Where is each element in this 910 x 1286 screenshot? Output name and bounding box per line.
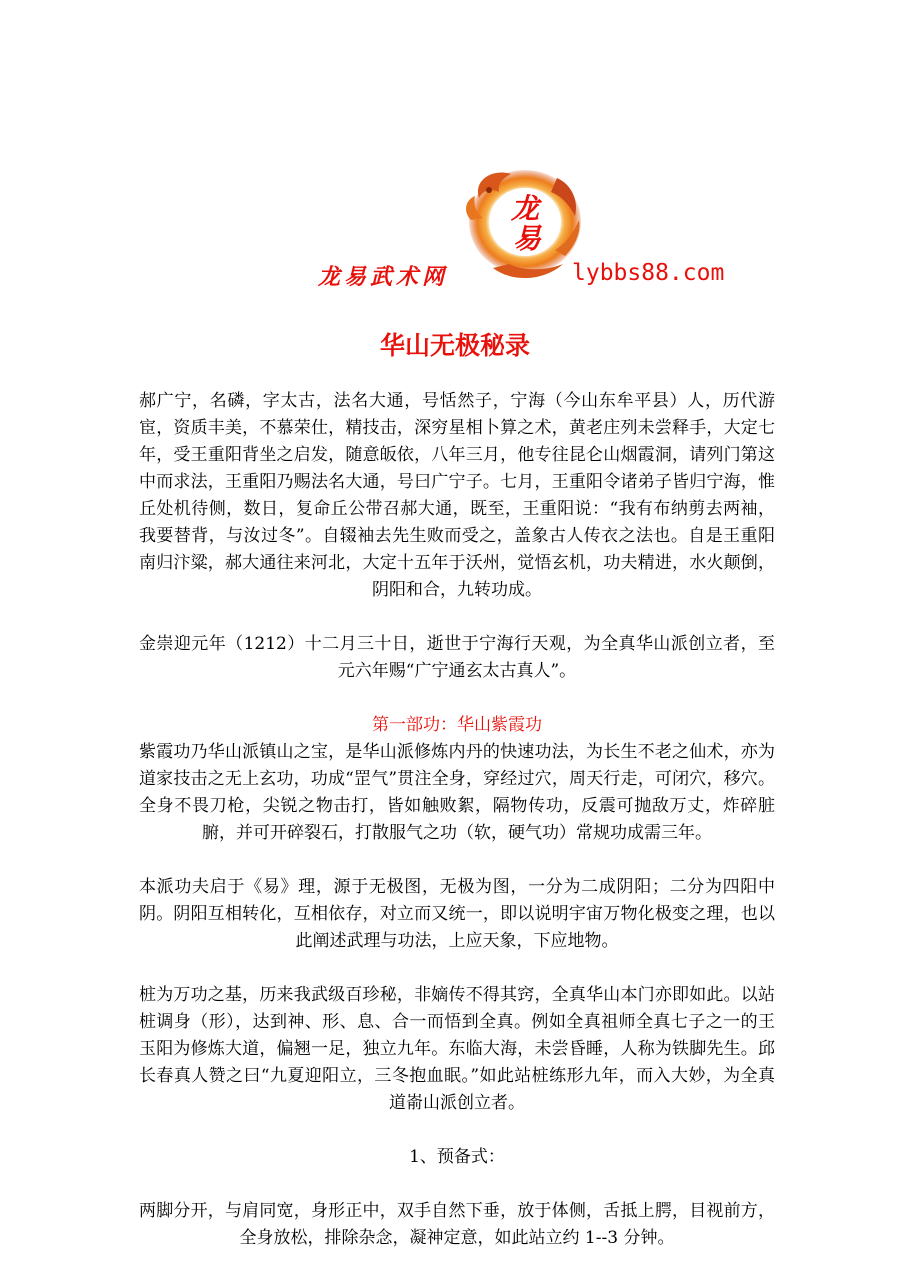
death-paragraph: 金崇迎元年（1212）十二月三十日，逝世于宁海行天观，为全真华山派创立者，至元六年赐“广宁通玄太古真人”。 (139, 634, 775, 681)
origin-paragraph: 本派功夫启于《易》理，源于无极图，无极为图，一分为二成阴阳；二分为四阳中阴。阴阳互相转化，互相依存，对立而又统一，即以说明宇宙万物化极变之理，也以此阐述武理与功法，上应天象，下应地物。 (139, 877, 775, 951)
intro-paragraph: 郝广宁，名磷，字太古，法名大通，号恬然子，宁海（今山东牟平县）人，历代游宦，资质丰美，不慕荣仕，精技击，深穷星相卜算之术，黄老庄列未尝释手，大定七年，受王重阳背坐之启发，随意皈依，八年三月，他专往昆仑山烟霞洞，请列门第这中而求法，王重阳乃赐法名大通，号曰广宁子。七月，王重阳令诸弟子皆归宁海，惟丘处机待侧，数日，复命丘公带召郝大通，既至，王重阳说：“我有布纳剪去两袖，我要替背，与汝过冬”。自辍袖去先生败而受之，盖象古人传衣之法也。自是王重阳南归汴粱，郝大通往来河北，大定十五年于沃州，觉悟玄机，功夫精进，水火颠倒，阴阳和合，九转功成。 (139, 391, 775, 600)
section-heading: 第一部功：华山紫霞功 (372, 715, 542, 735)
site-name: 龙易武术网 (318, 264, 449, 290)
page-title: 华山无极秘录 (379, 331, 530, 360)
document-body (139, 388, 775, 1252)
step-heading: 1、预备式： (409, 1147, 505, 1167)
header (0, 150, 910, 300)
logo-text: 龙 (510, 192, 540, 225)
zhuang-paragraph: 桩为万功之基，历来我武级百珍秘，非嫡传不得其窍，全真华山本门亦即如此。以站桩调身（形），达到神、形、息、合一而悟到全真。例如全真祖师全真七子之一的王玉阳为修炼大道，偏翘一足，独立九年。东临大海，未尝昏睡，人称为铁脚先生。邱长春真人赞之曰“九夏迎阳立，三冬抱血眠。”如此站桩练形九年，而入大妙，为全真道嵛山派创立者。 (139, 985, 775, 1113)
step-one-paragraph: 两脚分开，与肩同宽，身形正中，双手自然下垂，放于体侧，舌抵上腭，目视前方，全身放松，排除杂念，凝神定意，如此站立约 1--3 分钟。 (139, 1201, 775, 1248)
svg-text:易: 易 (512, 222, 542, 255)
zixia-paragraph: 紫霞功乃华山派镇山之宝，是华山派修炼内丹的快速功法，为长生不老之仙术，亦为道家技击之无上玄功，功成“罡气”贯注全身，穿经过穴，周天行走，可闭穴，移穴。全身不畏刀枪，尖锐之物击打，皆如触败絮，隔物传功，反震可抛敌万丈，炸碎脏腑，并可开碎裂石，打散服气之功（软，硬气功）常规功成需三年。 (139, 742, 775, 843)
site-url: lybbs88.com (572, 260, 725, 286)
